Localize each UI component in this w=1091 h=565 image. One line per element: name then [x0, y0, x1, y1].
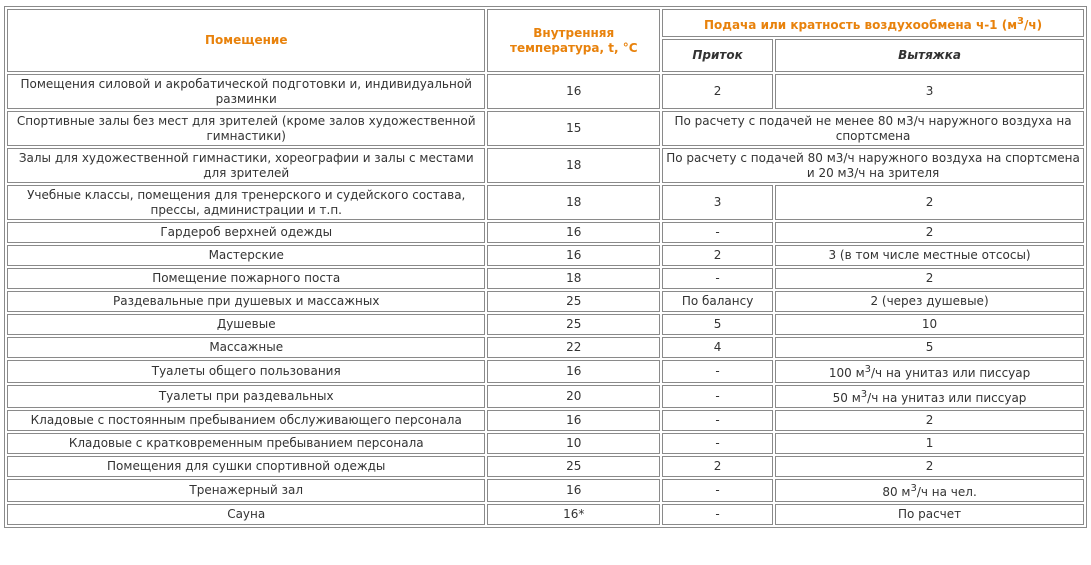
cell-exhaust	[775, 479, 1084, 502]
cell-temp: 16	[487, 360, 660, 383]
table-row	[7, 314, 1084, 335]
cell-exhaust: 2	[775, 456, 1084, 477]
cell-temp: 16	[487, 245, 660, 266]
cell-room: Помещения для сушки спортивной одежды	[7, 456, 485, 477]
cell-exhaust	[775, 360, 1084, 383]
table-row	[7, 185, 1084, 220]
cell-exhaust: По расчет	[775, 504, 1084, 525]
cell-room: Кладовые с постоянным пребыванием обслуживающего персонала	[7, 410, 485, 431]
cell-temp: 18	[487, 268, 660, 289]
cell-exhaust-text: 50 м	[832, 391, 861, 405]
cell-exhaust-sup: 3	[864, 364, 871, 375]
cell-temp: 25	[487, 314, 660, 335]
cell-air-merged: По расчету с подачей 80 м3/ч наружного воздуха на спортсмена и 20 м3/ч на зрителя	[662, 148, 1084, 183]
table-row	[7, 74, 1084, 109]
header-temperature: Внутренняя температура, t, °С	[487, 9, 660, 72]
cell-supply: По балансу	[662, 291, 773, 312]
cell-room: Туалеты при раздевальных	[7, 385, 485, 408]
cell-temp: 16	[487, 479, 660, 502]
cell-room: Помещения силовой и акробатической подготовки и, индивидуальной разминки	[7, 74, 485, 109]
cell-exhaust-text: 100 м	[828, 366, 865, 380]
header-air-exchange-suffix: /ч)	[1023, 17, 1043, 32]
cell-exhaust: 2	[775, 185, 1084, 220]
cell-room: Мастерские	[7, 245, 485, 266]
cell-room: Залы для художественной гимнастики, хореографии и залы с местами для зрителей	[7, 148, 485, 183]
cell-temp: 15	[487, 111, 660, 146]
header-supply: Приток	[662, 39, 773, 72]
table-row	[7, 111, 1084, 146]
cell-temp: 18	[487, 148, 660, 183]
cell-temp: 25	[487, 456, 660, 477]
table-container	[4, 6, 1087, 528]
table-row	[7, 410, 1084, 431]
cell-temp: 25	[487, 291, 660, 312]
cell-temp: 22	[487, 337, 660, 358]
cell-supply: -	[662, 410, 773, 431]
cell-exhaust-text-end: /ч на чел.	[916, 485, 977, 499]
cell-temp: 16	[487, 222, 660, 243]
table-row	[7, 504, 1084, 525]
table-row	[7, 456, 1084, 477]
cell-room: Массажные	[7, 337, 485, 358]
cell-exhaust: 1	[775, 433, 1084, 454]
cell-room: Помещение пожарного поста	[7, 268, 485, 289]
table-row	[7, 291, 1084, 312]
cell-supply: -	[662, 385, 773, 408]
cell-exhaust	[775, 385, 1084, 408]
cell-room: Тренажерный зал	[7, 479, 485, 502]
cell-exhaust-text: 80 м	[882, 485, 911, 499]
cell-exhaust: 2 (через душевые)	[775, 291, 1084, 312]
table-row	[7, 385, 1084, 408]
table-row	[7, 148, 1084, 183]
cell-supply: -	[662, 504, 773, 525]
cell-exhaust: 10	[775, 314, 1084, 335]
table-row	[7, 337, 1084, 358]
table-row	[7, 268, 1084, 289]
cell-supply: -	[662, 222, 773, 243]
table-row	[7, 222, 1084, 243]
header-row	[7, 9, 1084, 37]
cell-temp: 18	[487, 185, 660, 220]
header-air-exchange	[662, 9, 1084, 37]
cell-temp: 10	[487, 433, 660, 454]
cell-supply: 2	[662, 74, 773, 109]
cell-exhaust-sup: 3	[860, 389, 868, 400]
cell-exhaust: 2	[775, 268, 1084, 289]
cell-temp: 16	[487, 74, 660, 109]
cell-room: Раздевальные при душевых и массажных	[7, 291, 485, 312]
cell-room: Душевые	[7, 314, 485, 335]
cell-exhaust: 3	[775, 74, 1084, 109]
cell-room: Гардероб верхней одежды	[7, 222, 485, 243]
table-row	[7, 479, 1084, 502]
cell-supply: 4	[662, 337, 773, 358]
cell-exhaust: 2	[775, 222, 1084, 243]
cell-supply: -	[662, 268, 773, 289]
cell-room: Учебные классы, помещения для тренерского и судейского состава, прессы, администрации и т.п.	[7, 185, 485, 220]
cell-exhaust-sup: 3	[910, 483, 917, 494]
cell-exhaust-text-end: /ч на унитаз или писсуар	[871, 366, 1031, 380]
cell-room: Кладовые с кратковременным пребыванием персонала	[7, 433, 485, 454]
cell-room: Спортивные залы без мест для зрителей (кроме залов художественной гимнастики)	[7, 111, 485, 146]
header-air-exchange-text: Подача или кратность воздухообмена ч-1 (м	[703, 17, 1017, 32]
ventilation-table	[4, 6, 1087, 528]
cell-supply: -	[662, 433, 773, 454]
cell-supply: 5	[662, 314, 773, 335]
cell-exhaust-text-end: /ч на унитаз или писсуар	[867, 391, 1027, 405]
table-row	[7, 360, 1084, 383]
table-row	[7, 433, 1084, 454]
header-air-exchange-sup: 3	[1017, 15, 1024, 27]
cell-supply: -	[662, 360, 773, 383]
cell-supply: -	[662, 479, 773, 502]
cell-supply: 3	[662, 185, 773, 220]
cell-exhaust: 2	[775, 410, 1084, 431]
cell-supply: 2	[662, 456, 773, 477]
header-room: Помещение	[7, 9, 485, 72]
cell-room: Туалеты общего пользования	[7, 360, 485, 383]
cell-air-merged: По расчету с подачей не менее 80 м3/ч наружного воздуха на спортсмена	[662, 111, 1084, 146]
cell-exhaust: 3 (в том числе местные отсосы)	[775, 245, 1084, 266]
cell-temp: 20	[487, 385, 660, 408]
table-row	[7, 245, 1084, 266]
cell-exhaust: 5	[775, 337, 1084, 358]
header-exhaust: Вытяжка	[775, 39, 1084, 72]
cell-supply: 2	[662, 245, 773, 266]
cell-temp: 16	[487, 410, 660, 431]
cell-room: Сауна	[7, 504, 485, 525]
cell-temp: 16*	[487, 504, 660, 525]
